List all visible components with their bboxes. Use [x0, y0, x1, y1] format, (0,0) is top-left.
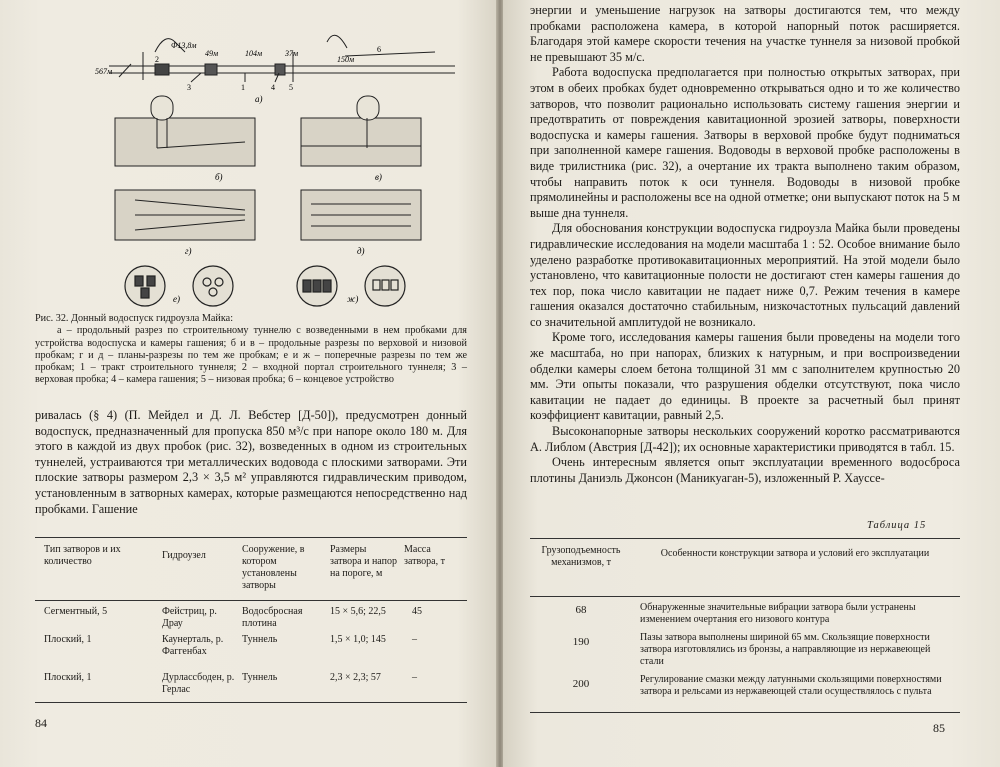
page-number: 84 [35, 716, 47, 730]
table-cell: 200 [572, 678, 590, 690]
table-cell: 190 [572, 636, 590, 648]
table-header: Масса затвора, т [404, 544, 445, 567]
table-rule [35, 600, 467, 601]
table-cell: 1,5 × 1,0; 145 [330, 634, 386, 645]
caption-title: Рис. 32. Донный водоспуск гидроузла Майка: [35, 313, 234, 324]
table-rule [35, 702, 467, 703]
table-rule [35, 537, 467, 538]
table-cell: 68 [575, 604, 587, 616]
panel-label: д) [357, 246, 365, 256]
caption-text: а – продольный разрез по строительному туннелю с возведенными в нем пробками для устройства водоспуска и камеры гашения; б и в – продольные разрезы по верховой и низовой пробкам; г и д – планы-разрезы по тем же пробкам; е и ж – поперечные разрезы по тем же пробкам; 1 – тракт строительного туннеля; 2 – входной портал строительного туннеля; 3 – верховая пробка; 4 – камера гашения; 5 – низовая пробка; 6 – концевое устройство [35, 325, 467, 386]
paragraph: Высоконапорные затворы нескольких сооружений коротко рассматриваются А. Либлом (Австрия [Д-42]); их основные характеристики приводятся в табл. 15. [530, 424, 960, 454]
table-cell: – [412, 634, 417, 645]
callout-number: 5 [289, 83, 293, 92]
table-cell: Дурлассбоден, р. Герлас [162, 672, 235, 695]
table-cell: 45 [412, 606, 422, 617]
dimension-label: 567м [95, 67, 113, 76]
table-cell: Регулирование смазки между латунными скользящими поверхностями затвора и рельсами из нержавеющей стали осуществлялось с пульта [640, 674, 942, 697]
callout-number: 2 [155, 55, 159, 64]
panel-label: в) [375, 172, 382, 182]
table-rule [530, 538, 960, 539]
paragraph: Кроме того, исследования камеры гашения были проведены на модели того же масштаба, но при напорах, близких к натурным, и при воспроизведении обделки камеры слоем бетона толщиной 31 мм с заполнителем крупностью 20 мм. Эти опыты показали, что разрушения обделки отсутствуют, пока число кавитации не падает до единицы. В проекте за расчетный был принят коэффициент кавитации, равный 2,5. [530, 330, 960, 423]
callout-number: 1 [241, 83, 245, 92]
table-header: Размеры затвора и напор на пороге, м [330, 544, 397, 579]
table-cell: Пазы затвора выполнены шириной 65 мм. Скользящие поверхности затвора изготовлялись из бронзы, а направляющие из нержавеющей стали [640, 632, 931, 667]
panel-label: г) [185, 246, 192, 256]
panel-label: б) [215, 172, 223, 182]
dimension-label: 150м [337, 55, 355, 64]
figure-caption [35, 313, 467, 387]
dimension-label: 104м [245, 49, 263, 58]
table-header: Тип затворов и их количество [44, 544, 121, 567]
table-cell: Сегментный, 5 [44, 606, 108, 617]
panel-d-plan [301, 190, 421, 240]
table-cell: 2,3 × 2,3; 57 [330, 672, 381, 683]
callout-number: 4 [271, 83, 275, 92]
table-rule [530, 712, 960, 713]
dimension-label: 37м [285, 49, 299, 58]
table-cell: Плоский, 1 [44, 672, 92, 683]
dimension-label: 49м [205, 49, 219, 58]
table-cell: Каунерталь, р. Фаггенбах [162, 634, 224, 657]
table-cell: – [412, 672, 417, 683]
page-number: 85 [933, 721, 945, 735]
panel-a-longitudinal-section [109, 35, 455, 82]
callout-number: 6 [377, 45, 381, 54]
panel-label: а) [255, 94, 263, 104]
table-cell: Обнаруженные значительные вибрации затвора были устранены изменением очертания его низового контура [640, 602, 916, 625]
panel-label: е) [173, 294, 180, 304]
dimension-label: Ф13,8м [171, 41, 197, 50]
table-header: Сооружение, в котором установлены затворы [242, 544, 305, 591]
left-body-text [35, 408, 467, 517]
table-cell: Водосбросная плотина [242, 606, 303, 629]
panel-b-section [115, 96, 255, 166]
table-header: Особенности конструкции затвора и условий его эксплуатации [660, 548, 930, 559]
table-header: Гидроузел [162, 550, 206, 561]
paragraph: ривалась (§ 4) (П. Мейдел и Д. Л. Вебстер [Д-50]), предусмотрен донный водоспуск, предназначенный для пропуска 850 м³/с при напоре около 180 м. Для этого в каждой из двух пробок (рис. 32), возведенных в одном из строительных туннелей, устраиваются три металлических водовода с плоскими затворами. Эти плоские затворы размером 2,3 × 3,5 м² управляются гидравлическим приводом, установленным в затворных камерах, которые размещаются непосредственно над пробками. Гашение [35, 408, 467, 516]
table-cell: Плоский, 1 [44, 634, 92, 645]
callout-number: 3 [187, 83, 191, 92]
panel-label: ж) [347, 294, 359, 304]
paragraph: Очень интересным является опыт эксплуатации временного водосброса плотины Даниэль Джонсон (Маникуаган-5), изложенный Р. Хауссе- [530, 455, 960, 485]
panel-v-section [301, 96, 421, 166]
table-cell: 15 × 5,6; 22,5 [330, 606, 386, 617]
table-cell: Туннель [242, 672, 278, 683]
table-rule [530, 596, 960, 597]
table-cell: Туннель [242, 634, 278, 645]
panel-g-plan [115, 190, 255, 240]
table-header: Грузоподъемность механизмов, т [541, 545, 621, 568]
table-label: Таблица 15 [867, 520, 927, 531]
left-page [0, 0, 497, 767]
paragraph: Работа водоспуска предполагается при полностью открытых затворах, при этом в обеих пробках будет одновременно открываться одно и то же количество затворов, что позволит рационально использовать систему гашения энергии и предотвратить от повреждения кавитационной эрозией затворы, поверхности водоспуска и камеры гашения. Затворы в верховой пробке будут подниматься при заполненной камере гашения. Водоводы в верховой пробке расположены в виде трилистника (рис. 32), а очертание их тракта выполнено таким образом, чтобы направить поток к оси туннеля. Водоводы в низовой пробке прямолинейны и расположены все на одной отметке; они выпускают поток на 5 м выше дна туннеля. [530, 65, 960, 220]
right-body-text [530, 3, 960, 486]
paragraph: энергии и уменьшение нагрузок на затворы достигаются тем, что между пробками расположена камера, в которой напорный поток расширяется. Благодаря этой камере скорости течения на участке туннеля за низовой пробкой не превышают 35 м/с. [530, 3, 960, 64]
figure-32-drawing [95, 22, 475, 312]
table-cell: Фейстриц, р. Драу [162, 606, 217, 629]
paragraph: Для обоснования конструкции водоспуска гидроузла Майка были проведены гидравлические исследования на модели масштаба 1 : 52. Особое внимание было уделено разработке противокавитационных мероприятий. На этой модели было установлено, что кавитационные полости не достигают стен камеры гашения до тех пор, пока число кавитации не падает ниже 0,7. Режим течения в камере гашения оказался достаточно стабильным, низкочастотных пульсаций давлений со значительной амплитудой не возникало. [530, 221, 960, 329]
